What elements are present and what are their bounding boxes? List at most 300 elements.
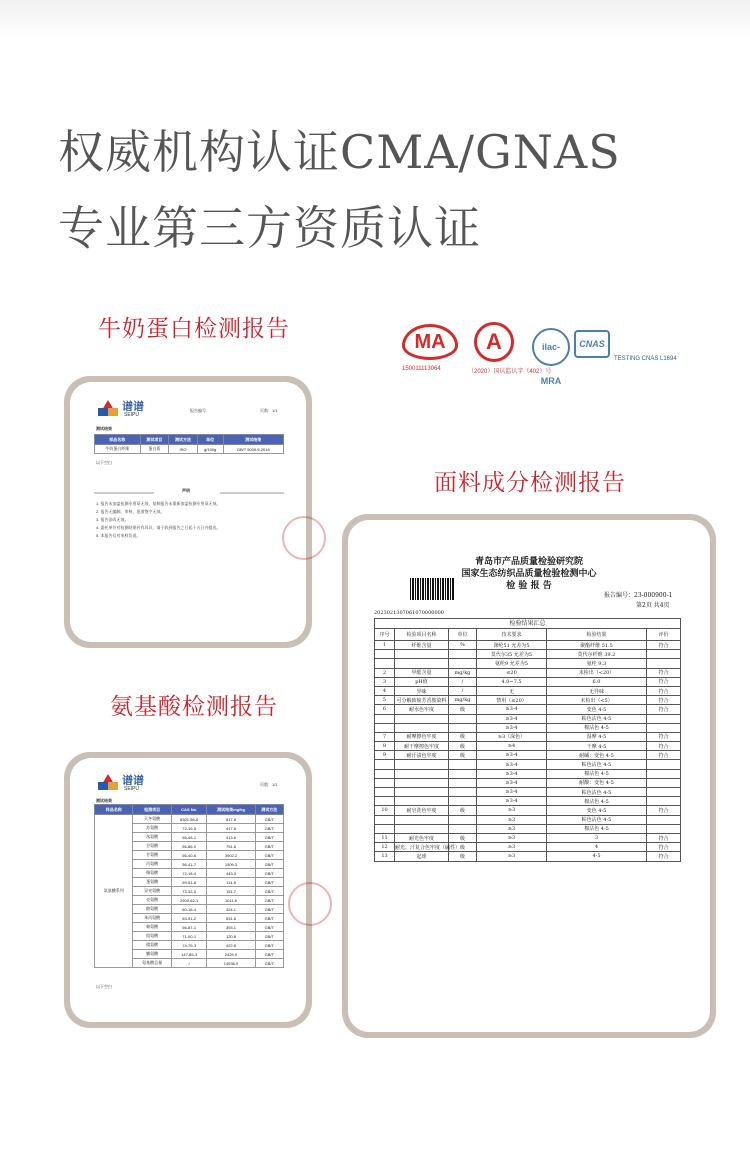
fabric-cell-res: 耐碱：变色 4-5: [547, 751, 647, 760]
fabric-cell-res: 聚酯纤维 51.5: [547, 641, 647, 650]
fabric-cell-req: ≥3-4: [477, 797, 547, 806]
fabric-cell-req: ≥3: [477, 843, 547, 852]
fabric-cell-res: 未检出（<5）: [547, 696, 647, 705]
amino-cell: 组氨酸: [133, 932, 171, 941]
amino-cell: 56-40-6: [171, 851, 207, 860]
fabric-cell-no: [375, 788, 395, 797]
table-row: [375, 852, 681, 861]
fabric-cell-item: [395, 723, 449, 732]
fabric-cell-eval: 符合: [647, 751, 681, 760]
fabric-cell-req: ≥3: [477, 824, 547, 833]
fabric-org2: 国家生态纺织品质量检验检测中心: [461, 569, 597, 579]
amino-section-label: 测试结果: [96, 798, 112, 803]
fabric-report-frame: [342, 514, 716, 1038]
fabric-cell-res: 莫代尔纤维 39.2: [547, 650, 647, 659]
amino-table-body: [95, 815, 284, 968]
amino-cell: 6301-56-6: [171, 815, 207, 824]
amino-cell: GB/T: [255, 941, 283, 950]
fabric-cell-eval: [647, 714, 681, 723]
fabric-cell-req: ≥3-4: [477, 705, 547, 714]
seipu-logo-icon: [98, 400, 118, 418]
fabric-cell-req: 氨纶9 允差为5: [477, 659, 547, 668]
fabric-cell-req: ≥3-4: [477, 714, 547, 723]
fabric-cell-item: 异味: [395, 686, 449, 695]
milk-cell: ISO: [169, 445, 198, 454]
fabric-cell-eval: [647, 723, 681, 732]
fabric-report-no: 报告编号：23-000900-1: [604, 592, 673, 599]
amino-cell: 147-85-3: [171, 950, 207, 959]
fabric-cell-req: 涤纶51 允差为5: [477, 641, 547, 650]
milk-footer: 以下空白: [96, 460, 112, 465]
table-row: [375, 806, 681, 815]
amino-cell: GB/T: [255, 833, 283, 842]
fabric-cell-item: [395, 769, 449, 778]
table-row: [375, 843, 681, 852]
fabric-cell-res: 变色 4-5: [547, 705, 647, 714]
headline-line2: 专业第三方资质认证: [58, 201, 481, 255]
fabric-cell-eval: 符合: [647, 833, 681, 842]
milk-note: 1. 报告未加盖检测专用章无效，复制报告未重新加盖检测专用章无效。: [96, 501, 221, 506]
fabric-cell-item: 耐光、汗复合色牢度（碱性）: [395, 843, 449, 852]
amino-cell: 56-45-1: [171, 833, 207, 842]
fabric-cell-req: ≥3: [477, 815, 547, 824]
amino-cell: 151.7: [207, 887, 255, 896]
divider: [220, 492, 284, 494]
amino-header-cell: 测试方法: [255, 805, 283, 815]
fabric-cell-res: 无异味: [547, 686, 647, 695]
amino-cell: GB/T: [255, 950, 283, 959]
fabric-cell-no: [375, 778, 395, 787]
milk-note: 2. 报告无编制、审核、批准签字无效。: [96, 509, 165, 514]
fabric-cell-req: 4.0~7.5: [477, 677, 547, 686]
fabric-cell-req: ≥3-4: [477, 751, 547, 760]
amino-sample-cell: 氨基酸系列: [95, 815, 133, 968]
milk-notes: [96, 500, 220, 540]
fabric-cell-req: ≤20: [477, 668, 547, 677]
fabric-cell-item: [395, 815, 449, 824]
fabric-cell-req: ≥3-4: [477, 778, 547, 787]
amino-cell: GB/T: [255, 896, 283, 905]
fabric-cell-item: [395, 760, 449, 769]
amino-cell: 异亮氨酸: [133, 887, 171, 896]
fabric-cell-res: 棉沾色 4-5: [547, 824, 647, 833]
fabric-cell-unit: %: [449, 641, 477, 650]
amino-cell: 393.1: [207, 923, 255, 932]
fabric-cell-res: 棉沾色 4-5: [547, 723, 647, 732]
fabric-cell-req: ≥3-4: [477, 769, 547, 778]
amino-cell: 1509.3: [207, 860, 255, 869]
amino-header-cell: CAS No.: [171, 805, 207, 815]
seipu-logo-text: 谱谱: [122, 775, 144, 787]
fabric-cell-res: 棉沾色 4-5: [547, 797, 647, 806]
fabric-cell-req: ≥3: [477, 806, 547, 815]
fabric-cell-eval: [647, 778, 681, 787]
red-seal-stamp: [282, 516, 326, 560]
fabric-cell-req: ≥3-4: [477, 760, 547, 769]
fabric-cell-res: 氨纶 9.3: [547, 659, 647, 668]
fabric-cell-unit: [449, 723, 477, 732]
fabric-cell-no: 12: [375, 843, 395, 852]
amino-cell: 817.8: [207, 815, 255, 824]
fabric-cell-no: [375, 659, 395, 668]
fabric-cell-res: 干摩 4-5: [547, 742, 647, 751]
fabric-cell-unit: [449, 760, 477, 769]
amino-cell: 72-18-4: [171, 869, 207, 878]
amino-cell: 氨基酸总量: [133, 959, 171, 968]
seipu-logo-text: 谱谱: [122, 401, 144, 413]
table-row: [375, 686, 681, 695]
amino-cell: GB/T: [255, 887, 283, 896]
fabric-cell-unit: [449, 659, 477, 668]
fabric-cell-no: 5: [375, 696, 395, 705]
fabric-cell-eval: 符合: [647, 668, 681, 677]
amino-cell: GB/T: [255, 878, 283, 887]
amino-cell: 精氨酸: [133, 941, 171, 950]
amino-cell: 2900-62-1: [171, 896, 207, 905]
cal-logo: A: [474, 322, 514, 362]
fabric-cell-eval: [647, 650, 681, 659]
fabric-cell-item: 耐干摩擦色牢度: [395, 742, 449, 751]
amino-cell: 59-51-8: [171, 878, 207, 887]
fabric-cell-item: [395, 797, 449, 806]
fabric-cell-eval: 符合: [647, 677, 681, 686]
fabric-cell-no: 6: [375, 705, 395, 714]
fabric-result-table: [374, 618, 681, 862]
table-row: [375, 650, 681, 659]
amino-cell: /: [171, 959, 207, 968]
amino-footer: 以下空白: [96, 984, 112, 989]
fabric-header-cell: 技术要求: [477, 629, 547, 641]
fabric-cell-no: 7: [375, 732, 395, 741]
milk-header-cell: 单位: [197, 435, 223, 445]
milk-cell: g/100g: [197, 445, 223, 454]
barcode: [410, 578, 454, 600]
amino-cell: GB/T: [255, 869, 283, 878]
fabric-cell-item: 耐汗渍色牢度: [395, 751, 449, 760]
fabric-header-cell: 检验结果: [547, 629, 647, 641]
table-row: [375, 659, 681, 668]
amino-cell: GB/T: [255, 932, 283, 941]
amino-cell: 1011.6: [207, 896, 255, 905]
amino-cell: 苏氨酸: [133, 824, 171, 833]
amino-cell: GB/T: [255, 842, 283, 851]
fabric-cell-res: 湿摩 4-5: [547, 732, 647, 741]
amino-result-table: [94, 804, 284, 968]
fabric-serial: 2023021307061070000000: [374, 610, 444, 616]
amino-cell: 114.8: [207, 878, 255, 887]
section-title-amino: 氨基酸检测报告: [110, 694, 278, 720]
milk-report-page: 页数：1/1: [260, 408, 278, 413]
fabric-cell-item: [395, 824, 449, 833]
amino-cell: 120.8: [207, 932, 255, 941]
milk-note: 5. 本报告仅对来样负责。: [96, 533, 141, 538]
fabric-cell-req: 禁用（≤20）: [477, 696, 547, 705]
headline-line1: 权威机构认证CMA/GNAS: [58, 125, 621, 179]
table-row: [375, 732, 681, 741]
cma-logo: MA: [402, 324, 458, 360]
fabric-cell-req: 无: [477, 686, 547, 695]
amino-cell: 531.6: [207, 914, 255, 923]
fabric-cell-eval: 符合: [647, 742, 681, 751]
fabric-cell-eval: 符合: [647, 843, 681, 852]
fabric-cell-item: [395, 650, 449, 659]
amino-cell: GB/T: [255, 959, 283, 968]
seipu-logo-icon: [98, 774, 118, 792]
amino-cell: 417.8: [207, 824, 255, 833]
fabric-cell-unit: [449, 778, 477, 787]
table-row: [95, 815, 284, 824]
amino-cell: GB/T: [255, 860, 283, 869]
milk-report-no: 报告编号：: [190, 408, 210, 413]
amino-cell: 甘氨酸: [133, 851, 171, 860]
fabric-cell-req: ≥4: [477, 742, 547, 751]
table-row: [375, 714, 681, 723]
red-seal-stamp: [288, 882, 332, 926]
amino-cell: 56-86-0: [171, 842, 207, 851]
seipu-logo-sub: SEIPU: [124, 786, 140, 792]
fabric-cell-unit: [449, 650, 477, 659]
cal-caption: （2020）国认监认字（402）号: [468, 369, 552, 375]
milk-result-table: [94, 434, 284, 454]
fabric-cell-no: 4: [375, 686, 395, 695]
milk-header-cell: 测试结果: [223, 435, 283, 445]
cnas-caption: TESTING CNAS L1694: [614, 356, 677, 362]
fabric-cell-no: 1: [375, 641, 395, 650]
amino-cell: GB/T: [255, 914, 283, 923]
amino-cell: 422.6: [207, 941, 255, 950]
table-row: [375, 824, 681, 833]
table-row: [375, 788, 681, 797]
amino-cell: 63-91-2: [171, 914, 207, 923]
table-row: [375, 668, 681, 677]
fabric-cell-item: 耐水色牢度: [395, 705, 449, 714]
milk-declare: 声明: [182, 488, 190, 493]
milk-section-label: 测试结果: [96, 426, 112, 431]
milk-cell: 牛奶蛋白纤维: [95, 445, 141, 454]
fabric-cell-unit: [449, 815, 477, 824]
milk-note: 3. 报告涂改无效。: [96, 517, 129, 522]
fabric-cell-unit: 级: [449, 751, 477, 760]
amino-cell: 73-32-5: [171, 887, 207, 896]
fabric-cell-eval: 符合: [647, 641, 681, 650]
amino-cell: 72-19-5: [171, 824, 207, 833]
fabric-cell-unit: 级: [449, 843, 477, 852]
fabric-cell-unit: 级: [449, 833, 477, 842]
fabric-cell-no: [375, 714, 395, 723]
fabric-cell-eval: [647, 824, 681, 833]
amino-cell: GB/T: [255, 905, 283, 914]
fabric-cell-eval: [647, 815, 681, 824]
amino-header-cell: 检测项目: [133, 805, 171, 815]
fabric-cell-item: 甲醛含量: [395, 668, 449, 677]
fabric-cell-res: 6.0: [547, 677, 647, 686]
fabric-cell-req: ≥3: [477, 852, 547, 861]
fabric-cell-item: [395, 714, 449, 723]
fabric-cell-eval: 符合: [647, 732, 681, 741]
milk-report-frame: [64, 376, 312, 648]
fabric-cell-res: 4: [547, 843, 647, 852]
fabric-cell-unit: /: [449, 686, 477, 695]
fabric-cell-no: 3: [375, 677, 395, 686]
seipu-logo-sub: SEIPU: [124, 412, 140, 418]
table-row: [375, 833, 681, 842]
amino-cell: 天冬氨酸: [133, 815, 171, 824]
fabric-cell-res: 粘色沾色 4-5: [547, 815, 647, 824]
amino-cell: 亮氨酸: [133, 896, 171, 905]
table-row: [375, 760, 681, 769]
fabric-cell-req: 莫代尔35 允差为5: [477, 650, 547, 659]
fabric-cell-unit: mg/kg: [449, 696, 477, 705]
amino-cell: GB/T: [255, 824, 283, 833]
fabric-cell-no: 11: [375, 833, 395, 842]
cma-number: 150011113064: [402, 366, 441, 372]
fabric-cell-no: [375, 815, 395, 824]
fabric-cell-unit: 级: [449, 705, 477, 714]
fabric-cell-res: 变色 4-5: [547, 806, 647, 815]
table-row: [375, 641, 681, 650]
top-fade: [0, 0, 750, 40]
fabric-doc-title: 检 验 报 告: [506, 581, 552, 591]
amino-cell: 谷氨酸: [133, 842, 171, 851]
fabric-cell-no: [375, 723, 395, 732]
amino-cell: 60-18-4: [171, 905, 207, 914]
fabric-header-cell: 评价: [647, 629, 681, 641]
fabric-cell-no: [375, 824, 395, 833]
amino-cell: 424.1: [207, 905, 255, 914]
amino-cell: 丝氨酸: [133, 833, 171, 842]
fabric-cell-req: ≥3-4: [477, 788, 547, 797]
table-row: [375, 677, 681, 686]
fabric-cell-eval: 符合: [647, 806, 681, 815]
table-row: [375, 751, 681, 760]
amino-report-frame: [64, 752, 312, 1028]
amino-cell: 脯氨酸: [133, 950, 171, 959]
fabric-cell-no: 9: [375, 751, 395, 760]
milk-header-cell: 测试方法: [169, 435, 198, 445]
section-title-milk: 牛奶蛋白检测报告: [98, 316, 290, 342]
amino-cell: 71-00-1: [171, 932, 207, 941]
amino-cell: GB/T: [255, 851, 283, 860]
amino-cell: GB/T: [255, 815, 283, 824]
table-row: [375, 769, 681, 778]
fabric-cell-req: ≥3（深色）: [477, 732, 547, 741]
fabric-cell-item: 可分解致癌芳香胺染料: [395, 696, 449, 705]
table-row: [375, 797, 681, 806]
fabric-cell-item: 耐光色牢度: [395, 833, 449, 842]
fabric-cell-item: 起球: [395, 852, 449, 861]
table-row: [375, 723, 681, 732]
fabric-cell-item: pH值: [395, 677, 449, 686]
amino-cell: 413.6: [207, 833, 255, 842]
amino-cell: 丙氨酸: [133, 860, 171, 869]
table-row: [375, 705, 681, 714]
fabric-cell-eval: 符合: [647, 696, 681, 705]
milk-cell: GB/T 5009.5-2016: [223, 445, 283, 454]
fabric-cell-item: [395, 788, 449, 797]
fabric-cell-unit: [449, 824, 477, 833]
fabric-cell-item: [395, 659, 449, 668]
fabric-cell-res: 4-5: [547, 852, 647, 861]
fabric-cell-no: [375, 797, 395, 806]
fabric-cell-eval: [647, 788, 681, 797]
amino-cell: 56-41-7: [171, 860, 207, 869]
amino-cell: 赖氨酸: [133, 923, 171, 932]
fabric-cell-unit: 级: [449, 742, 477, 751]
amino-cell: 苯丙氨酸: [133, 914, 171, 923]
ilac-logo: ilac-MRA: [532, 328, 570, 366]
cert-logos: [402, 322, 677, 386]
fabric-table-body: [375, 641, 681, 862]
amino-cell: 蛋氨酸: [133, 878, 171, 887]
fabric-cell-item: [395, 778, 449, 787]
fabric-cell-unit: [449, 769, 477, 778]
fabric-cell-res: 3: [547, 833, 647, 842]
fabric-org1: 青岛市产品质量检验研究院: [474, 557, 583, 567]
fabric-cell-res: 棉沾色 4-5: [547, 769, 647, 778]
fabric-cell-item: 纤维含量: [395, 641, 449, 650]
fabric-cell-unit: mg/kg: [449, 668, 477, 677]
table-row: [375, 778, 681, 787]
fabric-cell-unit: [449, 714, 477, 723]
milk-report-document: [70, 382, 306, 642]
fabric-cell-no: 13: [375, 852, 395, 861]
table-row: [375, 696, 681, 705]
fabric-cell-req: ≥3-4: [477, 723, 547, 732]
amino-header-cell: 测试结果mg/kg: [207, 805, 255, 815]
cnas-logo: CNAS: [574, 330, 610, 358]
fabric-cell-eval: [647, 797, 681, 806]
fabric-cell-item: 耐皂洗色牢度: [395, 806, 449, 815]
fabric-cell-no: [375, 760, 395, 769]
fabric-cell-no: 10: [375, 806, 395, 815]
fabric-cell-eval: 符合: [647, 852, 681, 861]
fabric-cell-eval: 符合: [647, 705, 681, 714]
amino-cell: 3902.2: [207, 851, 255, 860]
table-row: [375, 742, 681, 751]
fabric-cell-no: 2: [375, 668, 395, 677]
fabric-cell-res: 耐酸：变色 4-5: [547, 778, 647, 787]
fabric-cell-res: 粘色沾色 4-5: [547, 714, 647, 723]
fabric-cell-unit: [449, 797, 477, 806]
milk-note: 4. 委托单位对检测结果若有异议，请于收到报告之日起十五日内提出。: [96, 525, 221, 530]
fabric-cell-res: 未检出（<20）: [547, 668, 647, 677]
fabric-cell-res: 粘色沾色 4-5: [547, 760, 647, 769]
amino-report-document: [70, 758, 306, 1022]
amino-cell: 14536.9: [207, 959, 255, 968]
amino-cell: 751.6: [207, 842, 255, 851]
fabric-cell-no: [375, 769, 395, 778]
fabric-table-title: 检验结果汇总: [374, 618, 681, 628]
fabric-cell-unit: 级: [449, 732, 477, 741]
fabric-cell-req: ≥3: [477, 833, 547, 842]
amino-cell: 缬氨酸: [133, 869, 171, 878]
fabric-cell-eval: [647, 659, 681, 668]
amino-cell: 443.3: [207, 869, 255, 878]
milk-header-cell: 样品名称: [95, 435, 141, 445]
fabric-cell-unit: 级: [449, 852, 477, 861]
fabric-cell-res: 粘色沾色 4-5: [547, 788, 647, 797]
milk-cell: 蛋白质: [140, 445, 169, 454]
fabric-header-cell: 序号: [375, 629, 395, 641]
fabric-cell-no: [375, 650, 395, 659]
fabric-report-document: [348, 520, 710, 1032]
amino-cell: 56-87-1: [171, 923, 207, 932]
amino-report-page: 页数：1/1: [260, 782, 278, 787]
fabric-report-page: 第2页 共4页: [636, 602, 670, 609]
fabric-cell-unit: 级: [449, 806, 477, 815]
amino-header-cell: 样品名称: [95, 805, 133, 815]
fabric-cell-no: 8: [375, 742, 395, 751]
